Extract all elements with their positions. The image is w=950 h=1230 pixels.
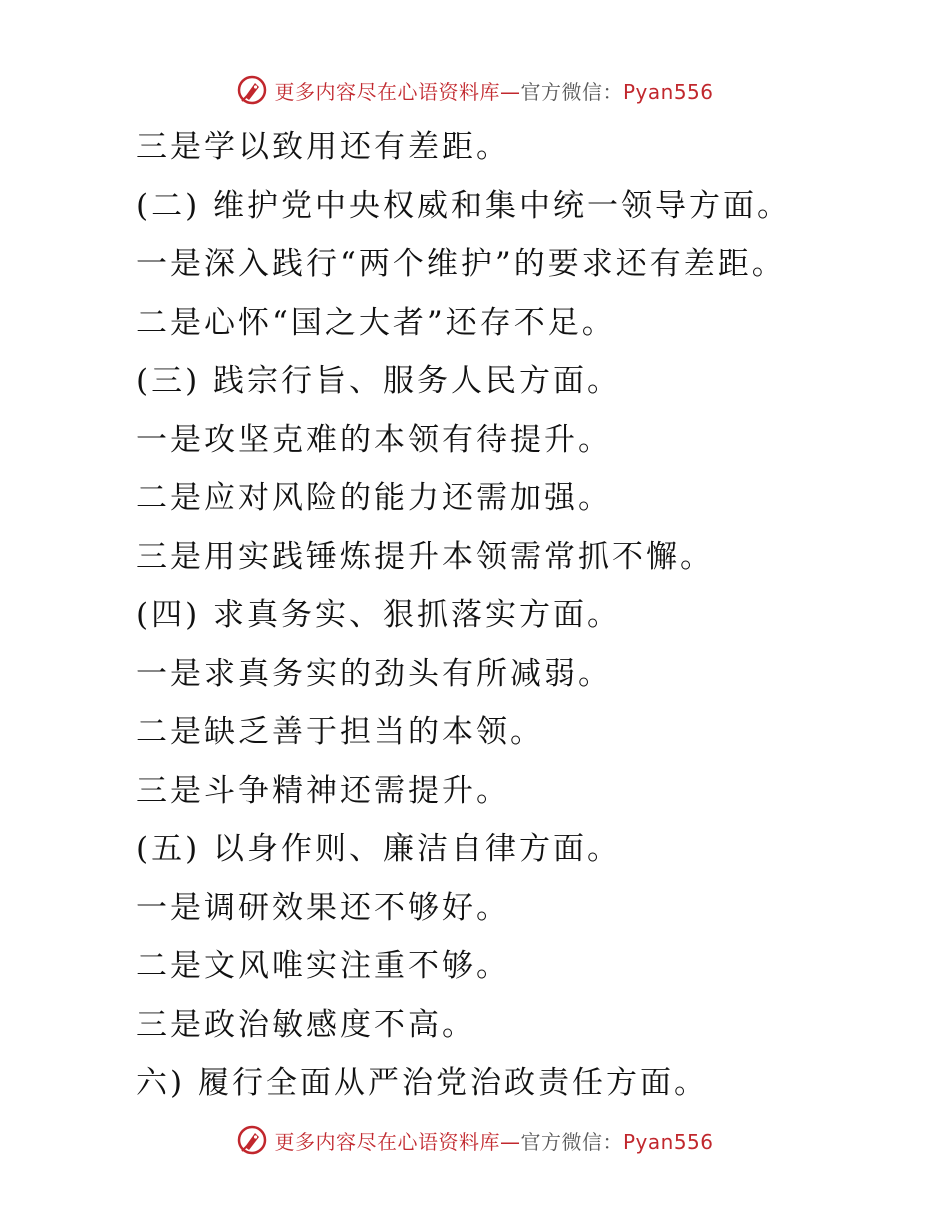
text-line: 三是政治敏感度不高。 (136, 1006, 476, 1043)
text-line: 二是文风唯实注重不够。 (136, 948, 510, 984)
watermark-label: 官方微信： (520, 1129, 623, 1154)
watermark-dash: — (499, 1129, 521, 1154)
text-line: 一是求真务实的劲头有所减弱。 (136, 655, 612, 692)
watermark-text (274, 76, 713, 105)
text-line: 一是深入践行“两个维护”的要求还有差距。 (136, 246, 786, 282)
section-heading: 六) 履行全面从严治党治政责任方面。 (136, 1065, 708, 1101)
watermark-handle: Pyan556 (622, 1129, 714, 1154)
text-line: 一是调研效果还不够好。 (136, 889, 510, 926)
text-line: 二是心怀“国之大者”还存不足。 (136, 304, 616, 341)
section-heading: (三) 践宗行旨、服务人民方面。 (136, 363, 622, 399)
text-line: 三是斗争精神还需提升。 (136, 772, 510, 809)
text-line: 三是用实践锤炼提升本领需常抓不懈。 (136, 538, 714, 575)
watermark-text (274, 1126, 713, 1155)
watermark-site: 更多内容尽在心语资料库 (274, 79, 500, 104)
text-line: 一是攻坚克难的本领有待提升。 (136, 421, 612, 458)
text-line: 二是应对风险的能力还需加强。 (136, 480, 612, 516)
pen-nib-logo-icon (236, 74, 268, 106)
watermark-site: 更多内容尽在心语资料库 (274, 1129, 500, 1154)
header-watermark (0, 70, 950, 110)
section-heading: (二) 维护党中央权威和集中统一领导方面。 (136, 187, 792, 224)
document-body (136, 118, 926, 1113)
text-line: 二是缺乏善于担当的本领。 (136, 714, 544, 750)
section-heading: (四) 求真务实、狠抓落实方面。 (136, 597, 622, 633)
section-heading: (五) 以身作则、廉洁自律方面。 (136, 831, 622, 867)
watermark-handle: Pyan556 (622, 79, 714, 104)
watermark-dash: — (499, 79, 521, 104)
pen-nib-logo-icon (236, 1124, 268, 1156)
footer-watermark (0, 1120, 950, 1160)
watermark-label: 官方微信： (520, 79, 623, 104)
text-line: 三是学以致用还有差距。 (136, 129, 510, 165)
